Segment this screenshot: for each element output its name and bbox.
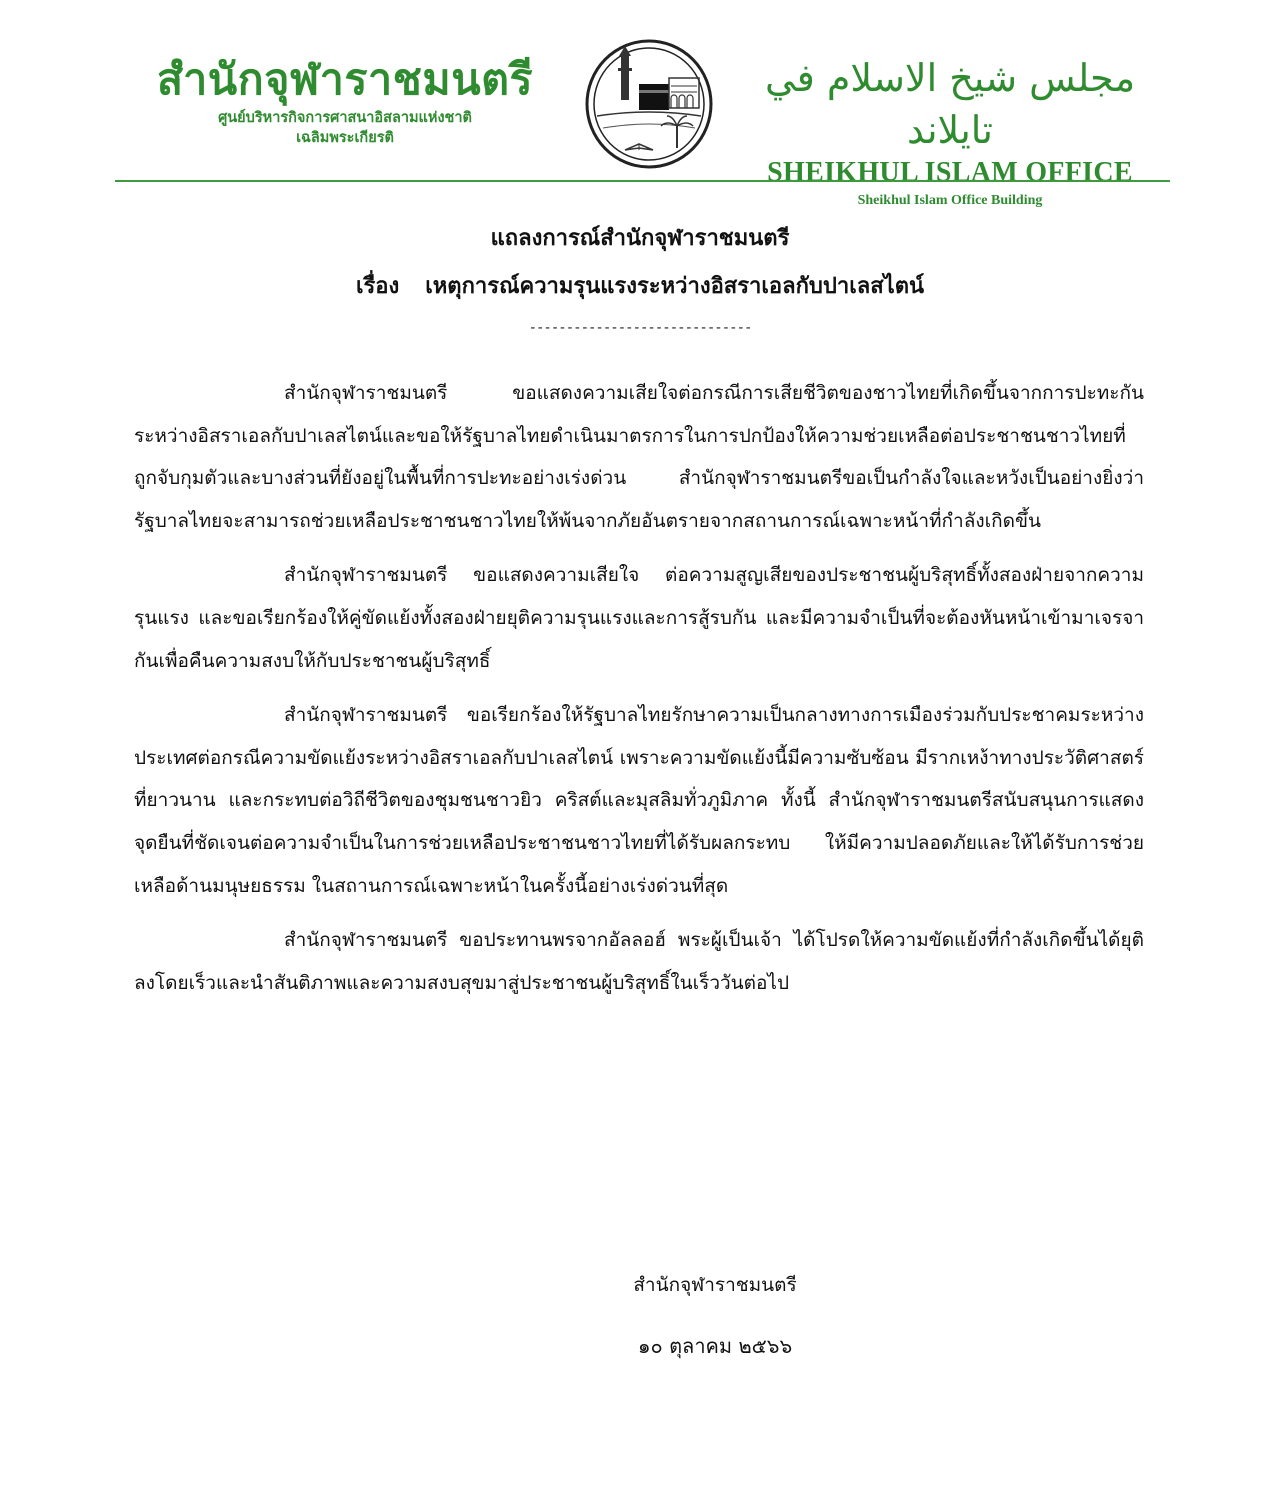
document-subject <box>0 268 1280 303</box>
document-title: แถลงการณ์สำนักจุฬาราชมนตรี <box>490 226 790 251</box>
signature-name: สำนักจุฬาราชมนตรี <box>633 1274 797 1296</box>
letterhead-thai <box>120 52 570 148</box>
office-building-english: Sheikhul Islam Office Building <box>857 193 1043 208</box>
subject-text: เหตุการณ์ความรุนแรงระหว่างอิสราเอลกับปาเลสไตน์ <box>425 274 925 299</box>
letterhead-rule <box>115 180 1170 182</box>
paragraph-3: สำนักจุฬาราชมนตรี ขอเรียกร้องให้รัฐบาลไทยรักษาความเป็นกลางทางการเมืองร่วมกับประชาคมระหว่างประเทศต่อกรณีความขัดแย้งระหว่างอิสราเอลกับปาเลสไตน์ เพราะความขัดแย้งนี้มีความซับซ้อน มีรากเหง้าทางประวัติศาสตร์ที่ยาวนาน และกระทบต่อวิถีชีวิตของชุมชนชาวยิว คริสต์และมุสลิมทั่วภูมิภาค ทั้งนี้ สำนักจุฬาราชมนตรีสนับสนุนการแสดงจุดยืนที่ชัดเจนต่อความจำเป็นในการช่วยเหลือประชาชนชาวไทยที่ได้รับผลกระทบ ให้มีความปลอดภัยและให้ได้รับการช่วยเหลือด้านมนุษยธรรม ในสถานการณ์เฉพาะหน้าในครั้งนี้อย่างเร่งด่วนที่สุด <box>134 704 1144 897</box>
emblem-mosque-seal-icon <box>583 38 715 170</box>
office-name-arabic: مجلس شيخ الاسلام في تايلاند <box>764 56 1136 152</box>
paragraph-4: สำนักจุฬาราชมนตรี ขอประทานพรจากอัลลอฮ์ พระผู้เป็นเจ้า ได้โปรดให้ความขัดแย้งที่กำลังเกิดขึ้นได้ยุติลงโดยเร็วและนำสันติภาพและความสงบสุขมาสู่ประชาชนผู้บริสุทธิ์ในเร็ววันต่อไป <box>134 929 1144 994</box>
letterhead-english <box>735 52 1165 212</box>
office-name-thai: สำนักจุฬาราชมนตรี <box>156 55 534 105</box>
office-subtitle-thai-1: ศูนย์บริหารกิจการศาสนาอิสลามแห่งชาติ <box>218 110 472 126</box>
paragraph-1: สำนักจุฬาราชมนตรี ขอแสดงความเสียใจต่อกรณีการเสียชีวิตของชาวไทยที่เกิดขึ้นจากการปะทะกันระหว่างอิสราเอลกับปาเลสไตน์และขอให้รัฐบาลไทยดำเนินมาตรการในการปกป้องให้ความช่วยเหลือต่อประชาชนชาวไทยที่ถูกจับกุมตัวและบางส่วนที่ยังอยู่ในพื้นที่การปะทะอย่างเร่งด่วน สำนักจุฬาราชมนตรีขอเป็นกำลังใจและหวังเป็นอย่างยิ่งว่ารัฐบาลไทยจะสามารถช่วยเหลือประชาชนชาวไทยให้พ้นจากภัยอันตรายจากสถานการณ์เฉพาะหน้าที่กำลังเกิดขึ้น <box>134 382 1144 532</box>
statement-body <box>134 372 1144 1016</box>
subject-label: เรื่อง <box>355 274 400 299</box>
paragraph-2: สำนักจุฬาราชมนตรี ขอแสดงความเสียใจ ต่อความสูญเสียของประชาชนผู้บริสุทธิ์ทั้งสองฝ่ายจากความรุนแรง และขอเรียกร้องให้คู่ขัดแย้งทั้งสองฝ่ายยุติความรุนแรงและการสู้รบกัน และมีความจำเป็นที่จะต้องหันหน้าเข้ามาเจรจากันเพื่อคืนความสงบให้กับประชาชนผู้บริสุทธิ์ <box>134 564 1144 672</box>
office-name-english: SHEIKHUL ISLAM OFFICE <box>767 157 1133 188</box>
signature-date: ๑๐ ตุลาคม ๒๕๖๖ <box>637 1334 793 1358</box>
office-subtitle-thai-2: เฉลิมพระเกียรติ <box>296 130 394 146</box>
title-divider: ------------------------------ <box>528 320 752 336</box>
